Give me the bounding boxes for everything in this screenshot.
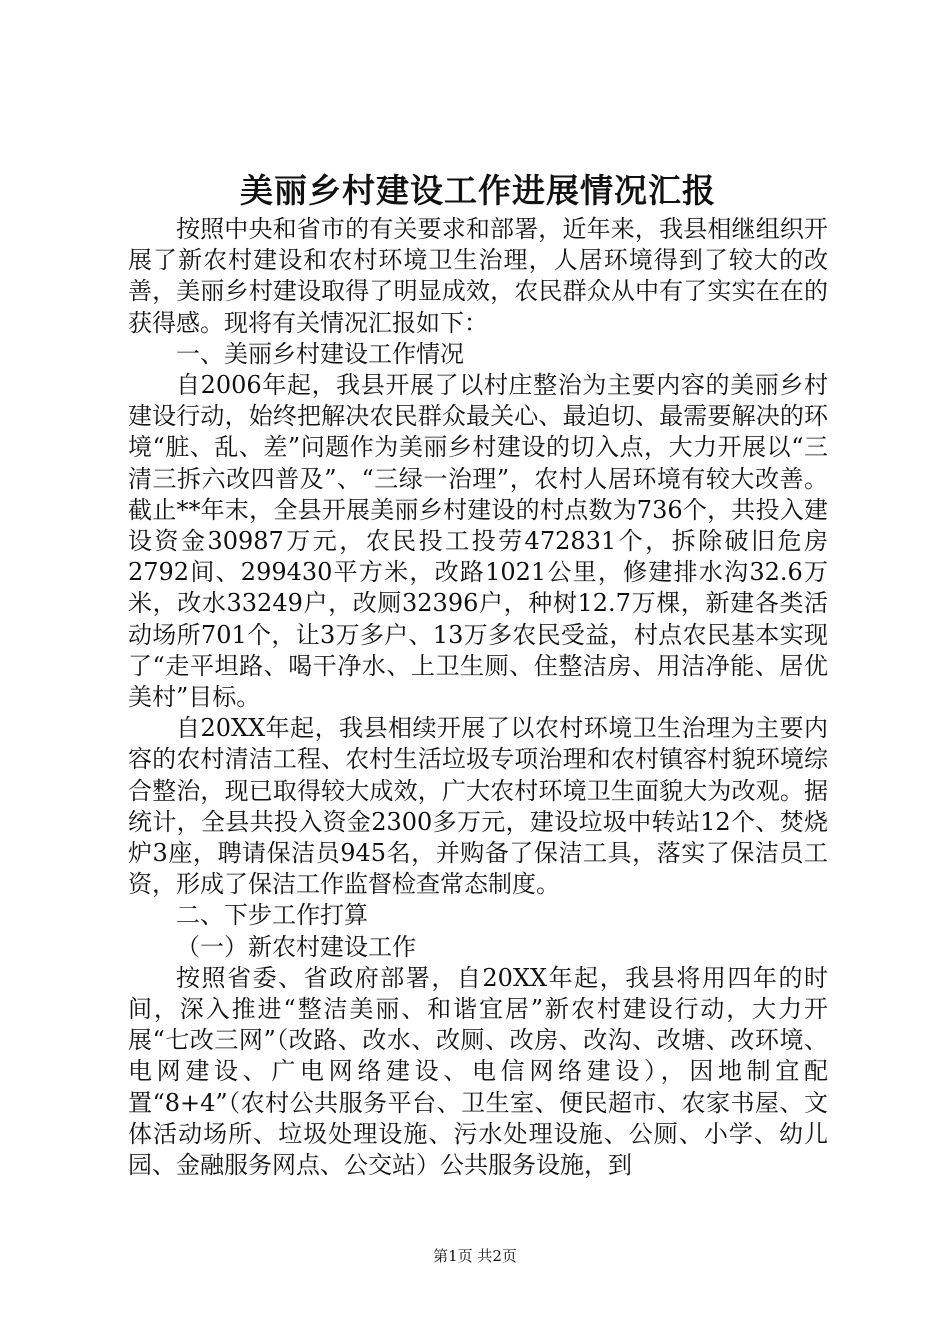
paragraph-new-countryside-plan: 按照省委、省政府部署，自20XX年起，我县将用四年的时间，深入推进“整洁美丽、和谐宜居”新农村建设行动，大力开展“七改三网”（改路、改水、改厕、改房、改沟、改塘、改环境、电网建设、广电网络建设、电信网络建设），因地制宜配置“8+4”（农村公共服务平台、卫生室、便民超市、农家书屋、文体活动场所、垃圾处理设施、污水处理设施、公厕、小学、幼儿园、金融服务网点、公交站）公共服务设施，到 — [128, 963, 828, 1180]
section-heading-1: 一、美丽乡村建设工作情况 — [176, 339, 464, 368]
document-page — [128, 168, 828, 1181]
paragraph-intro: 按照中央和省市的有关要求和部署，近年来，我县相继组织开展了新农村建设和农村环境卫生治理，人居环境得到了较大的改善，美丽乡村建设取得了明显成效，农民群众从中有了实实在在的获得感。现将有关情况汇报如下： — [128, 215, 828, 337]
paragraph-2006-construction: 自2006年起，我县开展了以村庄整治为主要内容的美丽乡村建设行动，始终把解决农民群众最关心、最迫切、最需要解决的环境“脏、乱、差”问题作为美丽乡村建设的切入点，大力开展以“三清三拆六改四普及”、“三绿一治理”，农村人居环境有较大改善。截止**年末，全县开展美丽乡村建设的村点数为736个，共投入建设资金30987万元，农民投工投劳472831个，拆除破旧危房2792间、299430平方米，改路1021公里，修建排水沟32.6万米，改水33249户，改厕32396户，种树12.7万棵，新建各类活动场所701个，让3万多户、13万多农民受益，村点农民基本实现了“走平坦路、喝干净水、上卫生厕、住整洁房、用洁净能、居优美村”目标。 — [128, 371, 828, 712]
subsection-heading-1: （一）新农村建设工作 — [176, 932, 416, 961]
page-footer: 第1页 共2页 — [433, 1247, 517, 1265]
paragraph-environment-governance: 自20XX年起，我县相续开展了以农村环境卫生治理为主要内容的农村清洁工程、农村生活垃圾专项治理和农村镇容村貌环境综合整治，现已取得较大成效，广大农村环境卫生面貌大为改观。据统计，全县共投入资金2300多万元，建设垃圾中转站12个、焚烧炉3座，聘请保洁员945名，并购备了保洁工具，落实了保洁员工资，形成了保洁工作监督检查常态制度。 — [128, 714, 828, 899]
section-heading-2: 二、下步工作打算 — [176, 901, 368, 930]
document-body — [128, 214, 828, 1181]
document-title: 美丽乡村建设工作进展情况汇报 — [240, 171, 716, 210]
